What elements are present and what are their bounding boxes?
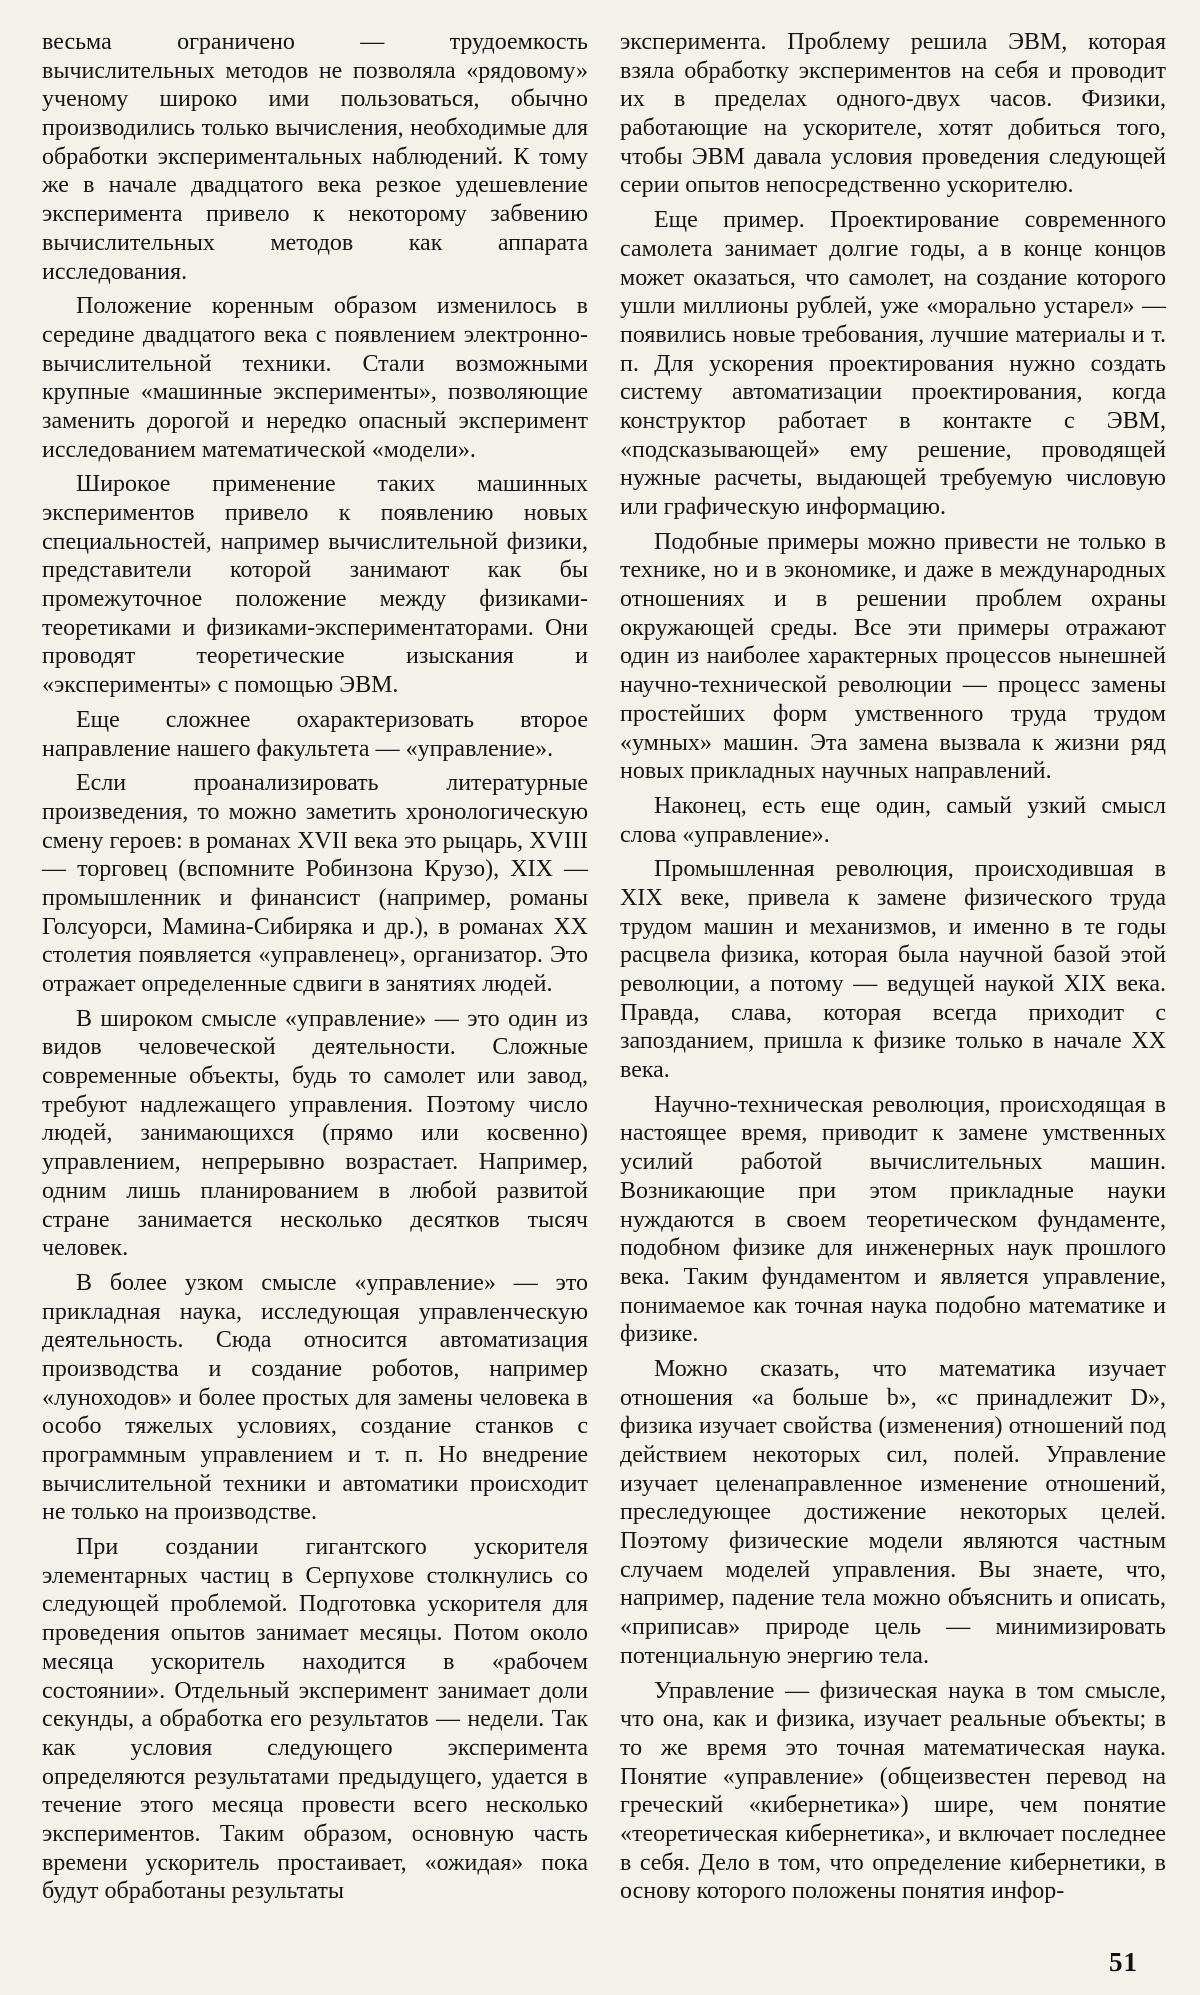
- paragraph: Управление — физическая наука в том смысле, что она, как и физика, изучает реальные объекты; в то же время это точная математическая наука. Понятие «управление» (общеизвестен перевод на греческий «кибернетика») шире, чем понятие «теоретическая кибернетика», и включает последнее в себя. Дело в том, что определение кибернетики, в основу которого положены понятия инфор-: [620, 1677, 1166, 1905]
- paragraph: Можно сказать, что математика изучает отношения «а больше b», «c принадлежит D», физика изучает свойства (изменения) отношений под действием некоторых сил, полей. Управление изучает целенаправленное изменение отношений, преследующее достижение некоторых целей. Поэтому физические модели являются частным случаем моделей управления. Вы знаете, что, например, падение тела можно объяснить и описать, «приписав» природе цель — минимизировать потенциальную энергию тела.: [620, 1355, 1166, 1669]
- paragraph: Еще пример. Проектирование современного самолета занимает долгие годы, а в конце концов может оказаться, что самолет, на создание которого ушли миллионы рублей, уже «морально устарел» — появились новые требования, лучшие материалы и т. п. Для ускорения проектирования нужно создать систему автоматизации проектирования, когда конструктор работает в контакте с ЭВМ, «подсказывающей» ему решение, проводящей нужные расчеты, выдающей требуемую числовую или графическую информацию.: [620, 207, 1166, 520]
- paragraph: эксперимента. Проблему решила ЭВМ, которая взяла обработку экспериментов на себя и проводит их в пределах одного-двух часов. Физики, работающие на ускорителе, хотят добиться того, чтобы ЭВМ давала условия проведения следующей серии опытов непосредственно ускорителю.: [620, 29, 1166, 199]
- left-column: [42, 28, 588, 1906]
- right-column: [620, 28, 1166, 1906]
- paragraph: Если проанализировать литературные произведения, то можно заметить хронологическую смену героев: в романах XVII века это рыцарь, XVIII — торговец (вспомните Робинзона Крузо), XIX — промышленник и финансист (например, романы Голсуорси, Мамина-Сибиряка и др.), в романах XX столетия появляется «управленец», организатор. Это отражает определенные сдвиги в занятиях людей.: [42, 770, 588, 997]
- paragraph: В более узком смысле «управление» — это прикладная наука, исследующая управленческую деятельность. Сюда относится автоматизация производства и создание роботов, например «луноходов» и более простых для замены человека в особо тяжелых условиях, создание станков с программным управлением и т. п. Но внедрение вычислительной техники и автоматики происходит не только на производстве.: [42, 1269, 588, 1526]
- paragraph: Промышленная революция, происходившая в XIX веке, привела к замене физического труда трудом машин и механизмов, и именно в те годы расцвела физика, которая была научной базой этой революции, а потому — ведущей наукой XIX века. Правда, слава, которая всегда приходит с запозданием, пришла к физике только в начале XX века.: [620, 856, 1166, 1084]
- paragraph: Научно-техническая революция, происходящая в настоящее время, приводит к замене умственных усилий работой вычислительных машин. Возникающие при этом прикладные науки нуждаются в своем теоретическом фундаменте, подобном физике для инженерных наук прошлого века. Таким фундаментом и является управление, понимаемое как точная наука подобно математике и физике.: [620, 1091, 1166, 1348]
- paragraph: весьма ограничено — трудоемкость вычислительных методов не позволяла «рядовому» ученому широко ими пользоваться, обычно производились только вычисления, необходимые для обработки экспериментальных наблюдений. К тому же в начале двадцатого века резкое удешевление эксперимента привело к некоторому забвению вычислительных методов как аппарата исследования.: [42, 29, 588, 285]
- paragraph: При создании гигантского ускорителя элементарных частиц в Серпухове столкнулись со следующей проблемой. Подготовка ускорителя для проведения опытов занимает месяцы. Потом около месяца ускоритель находится в «рабочем состоянии». Отдельный эксперимент занимает доли секунды, а обработка его результатов — недели. Так как условия следующего эксперимента определяются результатами предыдущего, удается в течение этого месяца провести всего несколько экспериментов. Таким образом, основную часть времени ускоритель простаивает, «ожидая» пока будут обработаны результаты: [42, 1534, 588, 1905]
- paragraph: Положение коренным образом изменилось в середине двадцатого века с появлением электронно-вычислительной техники. Стали возможными крупные «машинные эксперименты», позволяющие заменить дорогой и нередко опасный эксперимент исследованием математической «модели».: [42, 293, 588, 463]
- paragraph: В широком смысле «управление» — это один из видов человеческой деятельности. Сложные современные объекты, будь то самолет или завод, требуют надлежащего управления. Поэтому число людей, занимающихся (прямо или косвенно) управлением, непрерывно возрастает. Например, одним лишь планированием в любой развитой стране занимается несколько десятков тысяч человек.: [42, 1005, 588, 1262]
- paragraph: Широкое применение таких машинных экспериментов привело к появлению новых специальностей, например вычислительной физики, представители которой занимают как бы промежуточное положение между физиками-теоретиками и физиками-экспериментаторами. Они проводят теоретические изыскания и «эксперименты» с помощью ЭВМ.: [42, 471, 588, 699]
- paragraph: Наконец, есть еще один, самый узкий смысл слова «управление».: [620, 792, 1166, 848]
- page-number: 51: [1109, 1947, 1138, 1977]
- paragraph: Еще сложнее охарактеризовать второе направление нашего факультета — «управление».: [42, 706, 588, 762]
- paragraph: Подобные примеры можно привести не только в технике, но и в экономике, и даже в международных отношениях и в решении проблем охраны окружающей среды. Все эти примеры отражают один из наиболее характерных процессов нынешней научно-технической революции — процесс замены простейших форм умственного труда трудом «умных» машин. Эта замена вызвала к жизни ряд новых прикладных научных направлений.: [620, 528, 1166, 785]
